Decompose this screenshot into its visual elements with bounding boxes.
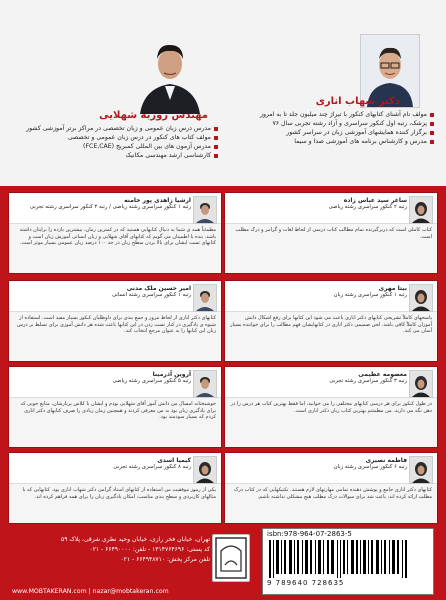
- student-rank: رتبه ۸ کنکور سراسری رشته تجربی: [113, 464, 191, 470]
- student-header: [225, 281, 437, 312]
- testimonial-card: [224, 366, 438, 448]
- testimonial-card: [224, 452, 438, 524]
- author-bullet: برگزار کننده همایشهای آموزشی زبان در سراسر کشور: [228, 128, 434, 137]
- author-bullet: مولف نام آشنای کتابهای کنکور با تیراژ چند میلیون جلد تا به امروز: [228, 110, 434, 119]
- isbn-text: isbn:978-964-07-2863-5: [267, 530, 352, 538]
- student-photo: [409, 370, 433, 398]
- student-name: آروین آذرمینا: [152, 371, 191, 378]
- testimonial-text: یکی از رموز موفقیت من استفاده از کتابهای استاد گرامی دکتر شهاب اناری بود. کتابهایی که با مثالهای کاربردی و سطح بندی مناسب، امکان یادگیری زبان را برای همه فراهم کرده اند.: [22, 487, 216, 500]
- student-header: [9, 193, 221, 224]
- student-name: کیمیا اسدی: [157, 457, 191, 464]
- testimonial-text: خوشبختانه امسال من دانش آموز آقای شهلایی بودم و ایشان با کلاس پربارشان، منابع خوبی که برای یادگیری زبان بود به من معرفی کردند و همچنین زمان زیادی را صرف کتابهای دکتر اناری کردم که بسیار سودمند بود.: [20, 401, 216, 420]
- testimonial-text: پاسخهای کاملاً تشریحی کتابهای دکتر اناری باعث می شود این کتابها برای رفع اشکال دانش آموزان کاملاً کافی باشد. لحن صمیمی دکتر اناری در کتابهایشان فهم مطالب را برای خواننده بسیار آسان می کند.: [230, 315, 432, 334]
- student-rank: رتبه ۱ کنکور سراسری رشته ریاضی / رتبه ۳ کنکور سراسری رشته تجربی: [29, 204, 191, 210]
- author-name-shahlaei: مهندس روزبه شهلایی: [99, 110, 208, 121]
- student-name: امیر حسین ملک مدنی: [126, 285, 191, 292]
- author-bullet: مدرس درس زبان عمومی و زبان تخصصی در مراکز برتر آموزشی کشور: [8, 124, 218, 133]
- barcode-box: [262, 528, 434, 595]
- student-header: [9, 367, 221, 398]
- student-header: [9, 453, 221, 484]
- author-bullet: پزشک، رتبه اول کنکور سراسری و آزاد رشته تجربی سال ۷۶: [228, 119, 434, 128]
- testimonial-card: [8, 452, 222, 524]
- student-photo: [193, 370, 217, 398]
- barcode-icon: [267, 540, 417, 578]
- testimonial-text: در طول کنکور برای هر درسی کتابهای مختلفی را می خوانید، اما فقط بهترین کتاب هر درس را در ذهن نگه می دارید. من مطمئنم بهترین کتاب زبان دکتر اناری است.: [230, 401, 432, 414]
- testimonial-card: [8, 366, 222, 448]
- student-rank: رتبه ۵ کنکور سراسری رشته ریاضی: [112, 378, 191, 384]
- student-photo: [409, 284, 433, 312]
- testimonial-text: کتابهای دکتر اناری جامع و پوشش دهنده تمامی مهارتهای لازم هستند. تکنیکهایی که در کتاب درک مطلب ارائه کرده اند، باعث شد برای سوالات درک مطلب هیچ مشکلی نداشته باشم.: [233, 487, 432, 500]
- barcode-number: 9 789640 728635: [267, 579, 345, 587]
- student-name: بیتا مهری: [378, 285, 407, 292]
- author-photo-shahlaei: [138, 34, 202, 114]
- student-header: [225, 367, 437, 398]
- student-header: [9, 281, 221, 312]
- student-photo: [193, 196, 217, 224]
- student-rank: رتبه ۱ کنکور سراسری رشته انسانی: [111, 292, 191, 298]
- student-rank: رتبه ۳ کنکور سراسری رشته تجربی: [329, 378, 407, 384]
- publisher-contact: [12, 528, 258, 596]
- student-photo: [193, 284, 217, 312]
- authors-section: [0, 0, 446, 186]
- distribution-phone-text: تلفن مرکز پخش: ۶۶۴۹۴۸۷۱۰ - ۰۲۱: [120, 556, 210, 563]
- phone-text: کد پستی: ۱۳۱۴۷۶۴۶۹۶ - تلفن: ۶۶۴۹۰۰۰۰ - ۰۲۱: [89, 546, 210, 553]
- student-name: ارشیا زاهدی پور خامنه: [124, 197, 191, 204]
- author-bullet: کارشناسی ارشد مهندسی مکانیک: [8, 151, 218, 160]
- email-link[interactable]: nazar@mobtakeran.com: [92, 588, 169, 595]
- student-header: [225, 193, 437, 224]
- author-bullets-shahlaei: [8, 124, 218, 160]
- student-name: ساغر سید عباس زاده: [343, 197, 407, 204]
- website-link[interactable]: www.MOBTAKERAN.com: [12, 588, 87, 595]
- testimonial-card: [224, 192, 438, 274]
- student-rank: رتبه ۱ کنکور سراسری رشته زبان: [333, 292, 407, 298]
- student-header: [225, 453, 437, 484]
- publisher-logo-icon: [212, 534, 250, 582]
- student-name: فاطمه نصیری: [365, 457, 407, 464]
- author-bullet: مولف کتاب های کنکور در درس زبان عمومی و تخصصی: [8, 133, 218, 142]
- student-photo: [193, 456, 217, 484]
- student-rank: رتبه ۶ کنکور سراسری رشته زبان: [333, 464, 407, 470]
- author-name-anari: دکتر شهاب اناری: [315, 96, 400, 107]
- testimonial-card: [8, 280, 222, 362]
- author-bullet: مدرس و کارشناس برنامه های آموزشی صدا و سیما: [228, 137, 434, 146]
- address-text: تهران، خیابان فخر رازی، خیابان وحید نظری شرقی، پلاک ۵۹: [61, 536, 210, 543]
- author-bullets-anari: [228, 110, 434, 146]
- student-rank: رتبه ۲ کنکور سراسری رشته ریاضی: [328, 204, 407, 210]
- testimonial-text: مطمئناً همه ی شما به دنبال کتابهایی هستید که در کمترین زمان، بیشترین بازده را برایتان داشته باشد. بنده با اطمینان می گویم که کتابهای آقای شهلایی و زبان انسانی آموزش زبان است و کتابهای تست ایشان برای بالا بردن سطح زبان در حد ۱۰۰ درصد زبان عمومی بسیار موثر است.: [19, 227, 216, 246]
- author-bullet: مدرس آزمون های بین المللی کمبریج (FCE,CAE): [8, 142, 218, 151]
- testimonial-text: کتابهای دکتر اناری از لحاظ مرور و جمع بندی برای داوطلبان کنکور بسیار مفید است. استفاده از شیوه ی یادگیری در کنار تست زدن در این کتابها باعث شده هر دانش آموزی برای تسلط بر درس زبان این کتابها را به عنوان مرجع انتخاب کند.: [16, 315, 216, 334]
- student-photo: [409, 196, 433, 224]
- testimonial-text: کتاب کاملی است که دربرگیرنده تمام مطالب کتاب درسی از لحاظ لغات و گرامر و درک مطلب است.: [235, 227, 432, 240]
- student-photo: [409, 456, 433, 484]
- contact-links: [12, 588, 169, 595]
- student-name: معصومه عظیمی: [358, 371, 407, 378]
- link-separator: |: [88, 588, 91, 595]
- testimonial-card: [224, 280, 438, 362]
- testimonial-card: [8, 192, 222, 274]
